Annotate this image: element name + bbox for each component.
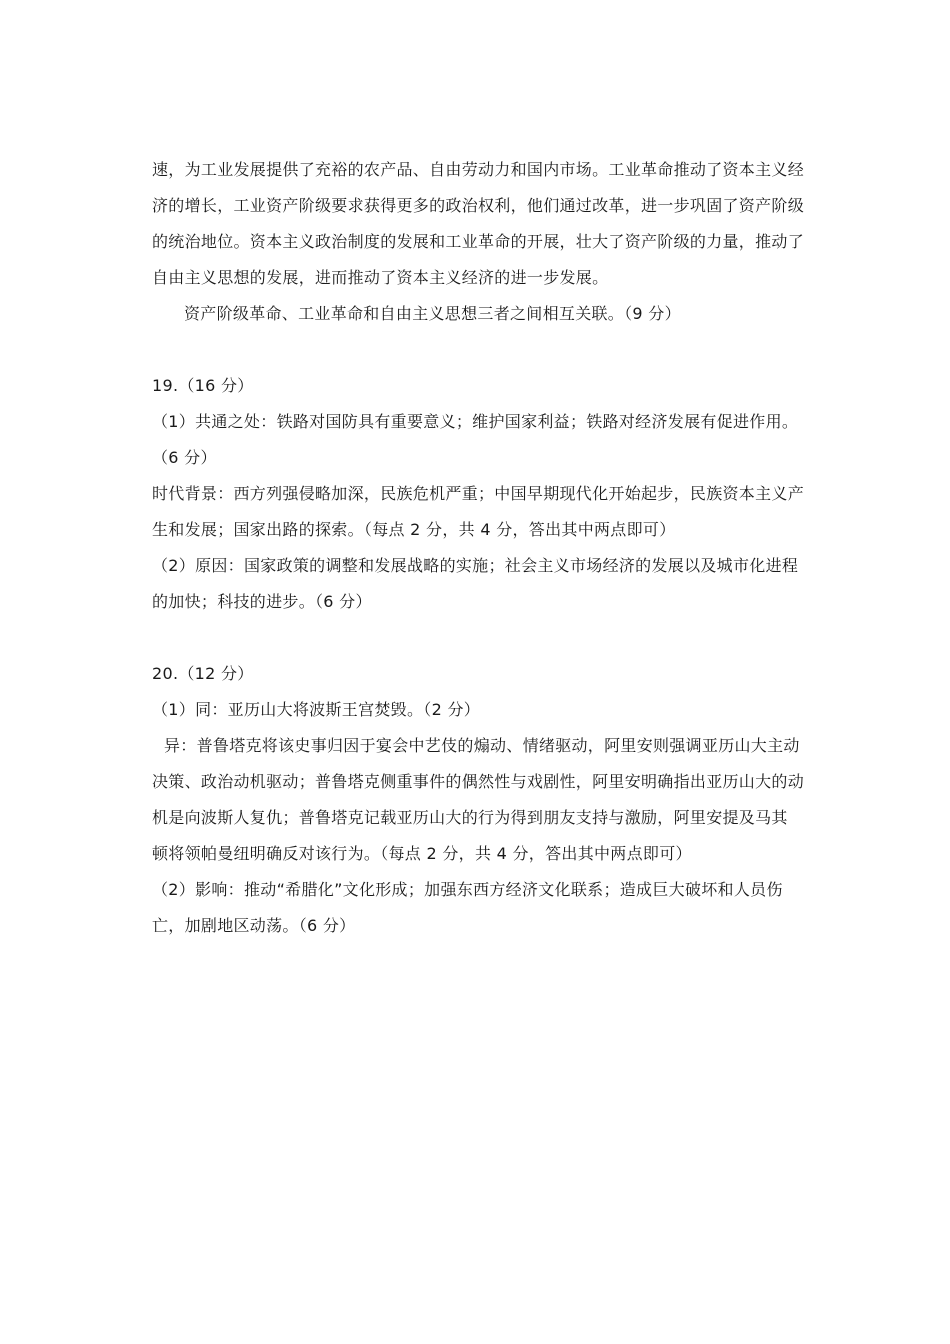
difference-line: 顿将领帕曼纽明确反对该行为。（每点 2 分，共 4 分，答出其中两点即可）	[152, 844, 692, 863]
part-1-line: （1）同：亚历山大将波斯王宫焚毁。（2 分）	[152, 700, 481, 719]
section-18-continued	[152, 152, 805, 332]
section-spacer	[152, 620, 802, 656]
paragraph-line: 速，为工业发展提供了充裕的农产品、自由劳动力和国内市场。工业革命推动了资本主义经	[152, 160, 805, 179]
conclusion-line: 资产阶级革命、工业革命和自由主义思想三者之间相互关联。（9 分）	[184, 304, 681, 323]
paragraph-line: 的统治地位。资本主义政治制度的发展和工业革命的开展，壮大了资产阶级的力量，推动了	[152, 232, 805, 251]
question-heading: 19.（16 分）	[152, 376, 254, 395]
question-heading: 20.（12 分）	[152, 664, 254, 683]
difference-line: 异：普鲁塔克将该史事归因于宴会中艺伎的煽动、情绪驱动，阿里安则强调亚历山大主动	[164, 736, 800, 755]
part-2-line: 亡，加剧地区动荡。（6 分）	[152, 916, 356, 935]
background-line: 生和发展；国家出路的探索。（每点 2 分，共 4 分，答出其中两点即可）	[152, 520, 676, 539]
part-2-line: 的加快；科技的进步。（6 分）	[152, 592, 372, 611]
background-line: 时代背景：西方列强侵略加深，民族危机严重；中国早期现代化开始起步，民族资本主义产	[152, 484, 805, 503]
paragraph-line: 自由主义思想的发展，进而推动了资本主义经济的进一步发展。	[152, 268, 609, 287]
section-spacer	[152, 332, 802, 368]
paragraph-line: 济的增长，工业资产阶级要求获得更多的政治权利，他们通过改革，进一步巩固了资产阶级	[152, 196, 805, 215]
question-19	[152, 368, 805, 620]
difference-line: 决策、政治动机驱动；普鲁塔克侧重事件的偶然性与戏剧性，阿里安明确指出亚历山大的动	[152, 772, 805, 791]
answer-content	[152, 152, 805, 944]
question-20	[152, 656, 805, 944]
part-2-line: （2）影响：推动“希腊化”文化形成；加强东西方经济文化联系；造成巨大破坏和人员伤	[152, 880, 783, 899]
part-1-line: （1）共通之处：铁路对国防具有重要意义；维护国家利益；铁路对经济发展有促进作用。	[152, 412, 799, 431]
part-2-line: （2）原因：国家政策的调整和发展战略的实施；社会主义市场经济的发展以及城市化进程	[152, 556, 799, 575]
part-1-score: （6 分）	[152, 448, 217, 467]
difference-line: 机是向波斯人复仇；普鲁塔克记载亚历山大的行为得到朋友支持与激励，阿里安提及马其	[152, 808, 788, 827]
